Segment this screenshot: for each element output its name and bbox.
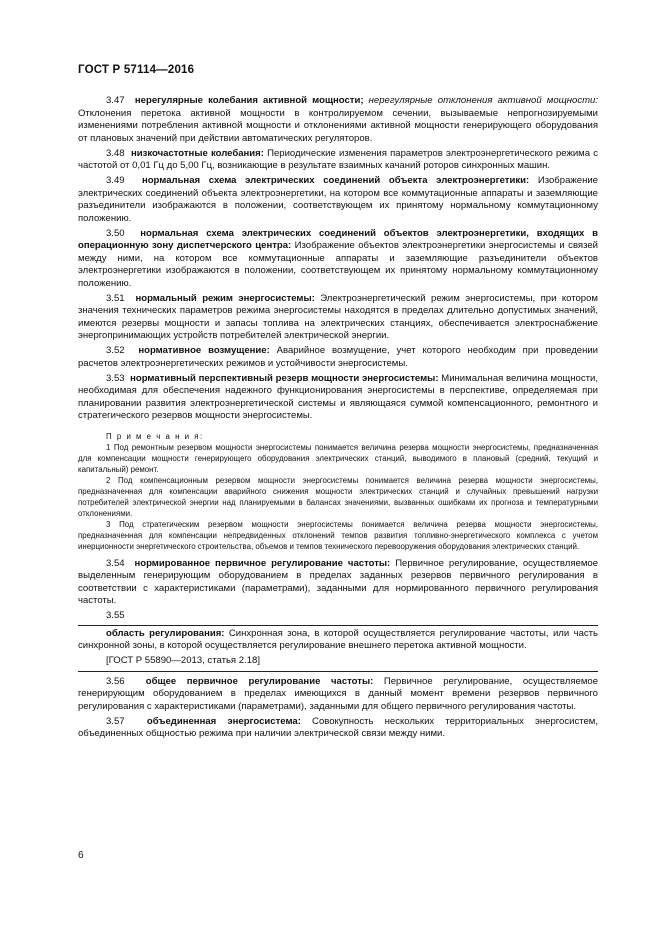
item-number: 3.50 [106, 227, 125, 239]
item-number: 3.57 [106, 715, 125, 727]
notes-title: П р и м е ч а н и я: [106, 431, 204, 441]
term: нормативное возмущение: [138, 345, 270, 356]
source-reference: [ГОСТ Р 55890—2013, статья 2.18] [106, 655, 260, 666]
item-3-48 [78, 148, 598, 173]
standard-header: ГОСТ Р 57114—2016 [78, 64, 195, 76]
notes-block [78, 431, 598, 552]
definition: Первичное регулирование, осуществляемое генерирующим оборудованием в пределах имеющихся в данный момент времени резервов первичного регулирования с характеристиками (параметрами), заданными для общего первичного регулирования частоты. [78, 675, 599, 712]
term: нормальный режим энергосистемы: [135, 292, 315, 304]
item-3-53 [78, 373, 598, 423]
term: нерегулярные колебания активной мощности; [134, 95, 364, 106]
note-1: 1 Под ремонтным резервом мощности энергосистемы понимается величина резерва мощности энергосистемы, предназначенная для компенсации мощности генерирующего оборудования электрических станций, выводимого в плановый (средний, текущий и капитальный) ремонт. [78, 442, 598, 474]
item-number: 3.54 [106, 557, 125, 569]
term: область регулирования: [106, 627, 225, 639]
term: нормативный перспективный резерв мощности энергосистемы: [130, 372, 439, 384]
item-number: 3.51 [106, 292, 125, 304]
term: нормальная схема электрических соединений объекта электроэнергетики: [141, 175, 530, 186]
item-number: 3.47 [106, 95, 125, 106]
definition: Периодические изменения параметров электроэнергетического режима с частотой от 0,01 Гц до 5,00 Гц, возникающие в результате взаимных качаний роторов синхронных машин. [78, 147, 598, 171]
item-3-49 [78, 175, 598, 225]
item-3-55-number: 3.55 [106, 610, 125, 621]
definition: Совокупность нескольких территориальных энергосистем, объединенных общностью режима при наличии электрической связи между ними. [78, 715, 599, 739]
item-number: 3.52 [106, 345, 125, 356]
definition: Синхронная зона, в которой осуществляется регулирование частоты, или часть синхронной зоны, в которой осуществляется регулирование внешнего перетока активной мощности. [78, 627, 598, 651]
definition: Электроэнергетический режим энергосистемы, при котором значения технических параметров режима энергосистемы находятся в пределах длительно допустимых значений, имеются резервы мощности и запасы топлива на электрических станциях, обеспечивается электроснабжение энергопринимающих устройств потребителей электрической энергии. [78, 292, 598, 341]
page-number: 6 [78, 850, 84, 861]
item-3-52 [78, 345, 598, 370]
definition: Первичное регулирование, осуществляемое выделенным генерирующим оборудованием в пределах заданных резервов первичного регулирования в соответствии с характеристиками (параметрами), заданными для нормированного первичного регулирования частоты. [78, 557, 598, 606]
note-2: 2 Под компенсационным резервом мощности энергосистемы понимается величина резерва мощности энергосистемы, предназначенная для компенсации аварийного снижения мощности электрических станций и случайных превышений нагрузки потребителей электрической энергии над планируемыми в балансах значениями, вызванных ошибками их прогноза и температурными отклонениями. [78, 475, 598, 518]
term: объединенная энергосистема: [146, 715, 301, 727]
definition: Аварийное возмущение, учет которого необходим при проведении расчетов электроэнергетических режимов и устойчивости энергосистемы. [78, 345, 599, 369]
note-3: 3 Под стратегическим резервом мощности энергосистемы понимается величина резерва мощности энергосистемы, предназначенная для компенсации непредвиденных отклонений темпов развития топливно-энергетического комплекса с учетом инерционности энергетического строительства, объемов и темпов технического перевооружения оборудования электрических станций. [78, 519, 598, 551]
item-3-54 [78, 558, 598, 608]
definition: Отклонения перетока активной мощности в контролируемом сечении, вызываемые непрогнозируемыми изменениями потребления активной мощности и отклонениями активной мощности генерирующего оборудования от плановых значений при действии автоматических регуляторов. [78, 107, 598, 144]
item-number: 3.49 [106, 175, 125, 186]
term-synonym: нерегулярные отклонения активной мощности: [368, 95, 599, 106]
term: нормированное первичное регулирование частоты: [134, 557, 391, 569]
document-body [78, 95, 598, 743]
item-number: 3.56 [106, 675, 125, 687]
item-3-51 [78, 293, 598, 343]
item-3-50 [78, 228, 598, 291]
definition: Минимальная величина мощности, необходимая для обеспечения надежного функционирования энергосистемы в перспективе, определяемая при планировании развития электроэнергетической системы и являющаяся суммой компенсационного, ремонтного и стратегического резервов мощности энергосистемы. [78, 372, 598, 421]
definition: Изображение объектов электроэнергетики энергосистемы и связей между ними, на котором все коммутационные аппараты и заземляющие разъединители объектов электроэнергетики изображаются в положении, соответствующем их принятому нормальному коммутационному положению. [78, 240, 598, 289]
definition: Изображение электрических соединений объекта электроэнергетики, на котором все коммутационные аппараты и заземляющие разъединители изображаются в положении, соответствующем их принятому нормальному коммутационному положению. [78, 175, 598, 224]
item-number: 3.53 [106, 372, 125, 384]
term: низкочастотные колебания: [130, 147, 264, 159]
item-3-47 [78, 95, 598, 145]
item-3-55-boxed-definition [78, 625, 598, 672]
item-3-55 [78, 628, 598, 653]
item-3-57 [78, 716, 598, 741]
item-3-56 [78, 676, 598, 714]
term: нормальная схема электрических соединений объектов электроэнергетики, входящих в операционную зону диспетчерского центра: [78, 227, 598, 251]
item-number: 3.48 [106, 147, 125, 159]
term: общее первичное регулирование частоты: [145, 675, 374, 687]
